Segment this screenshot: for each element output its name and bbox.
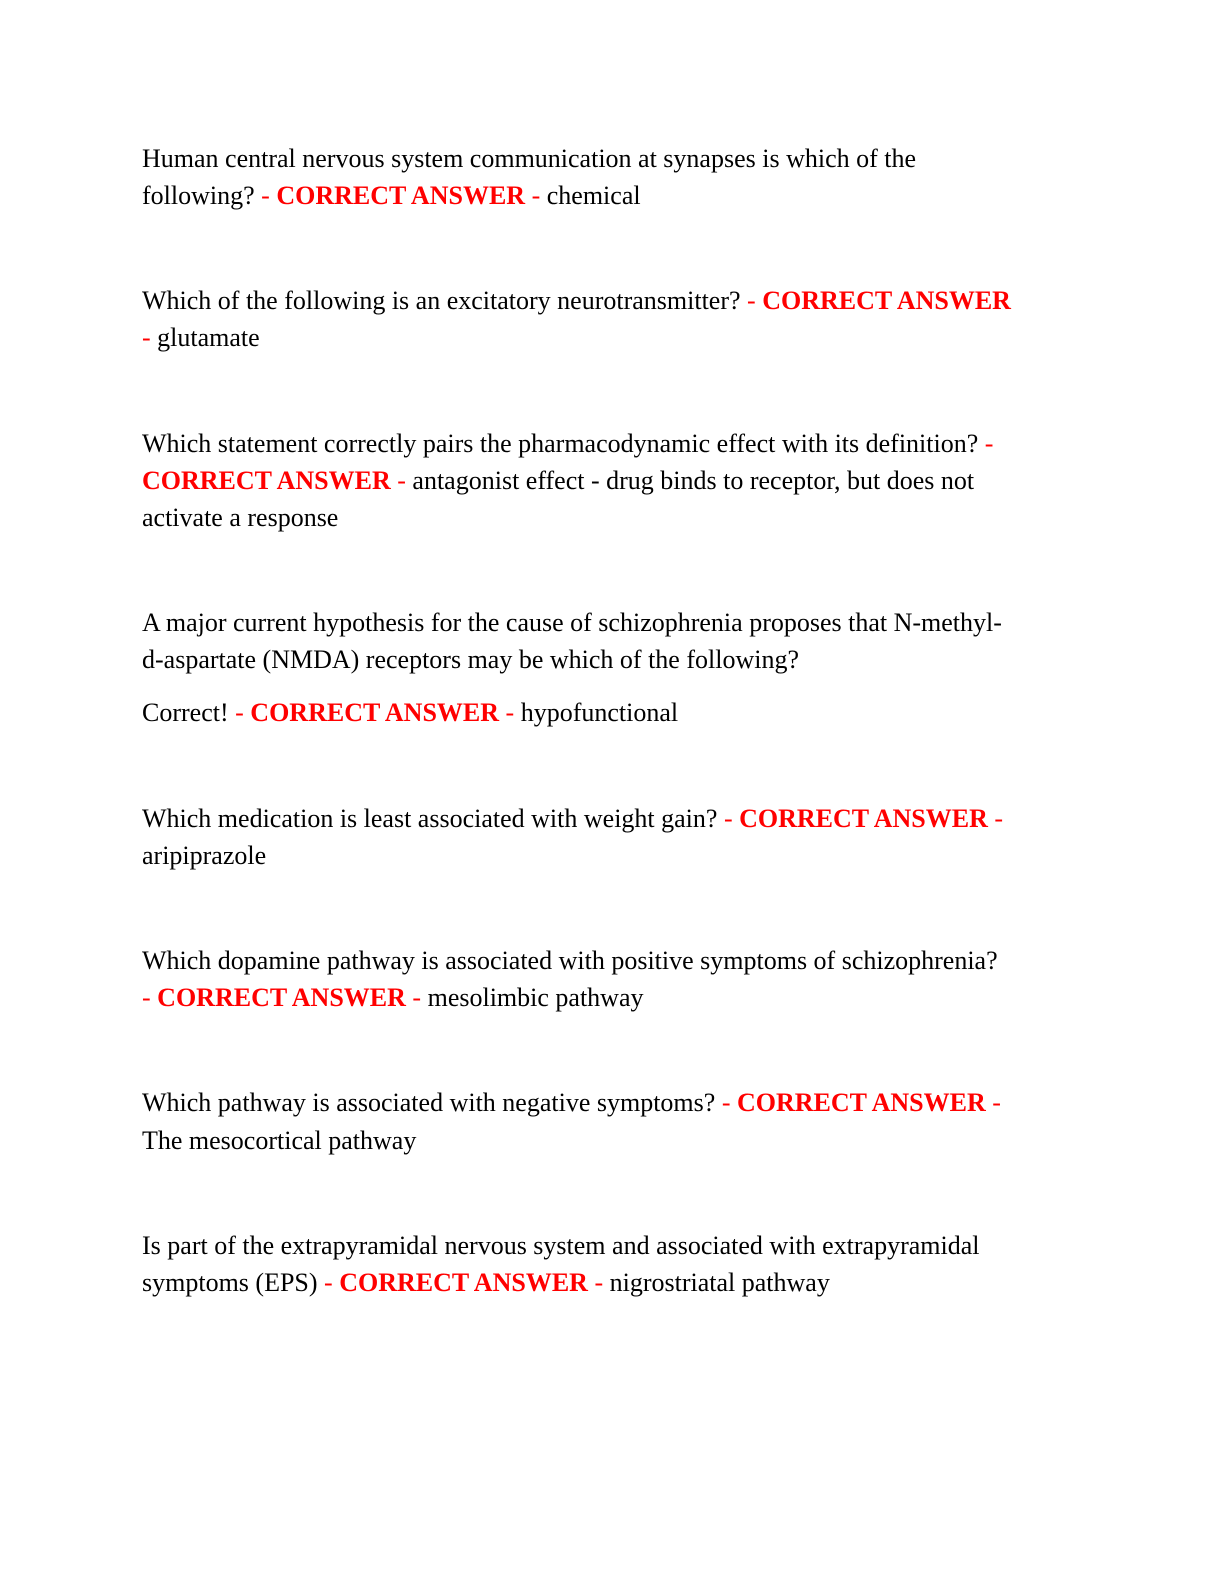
text-line	[142, 837, 266, 874]
text-segment: Human central nervous system communication at synapses is which of the	[142, 144, 917, 173]
text-line	[142, 694, 678, 731]
text-segment: hypofunctional	[520, 698, 679, 727]
text-line	[142, 604, 1002, 641]
separator-dash: -	[142, 983, 158, 1012]
text-line	[142, 319, 260, 356]
text-line	[142, 499, 338, 536]
separator-dash: -	[499, 698, 521, 727]
text-segment: glutamate	[157, 323, 260, 352]
separator-dash: -	[142, 323, 158, 352]
text-segment: Which statement correctly pairs the pharmacodynamic effect with its definition?	[142, 429, 985, 458]
separator-dash: -	[235, 698, 251, 727]
correct-answer-label: CORRECT ANSWER	[157, 983, 406, 1012]
correct-answer-label: CORRECT ANSWER	[736, 1088, 986, 1117]
separator-dash: -	[985, 1088, 1001, 1117]
correct-answer-label: CORRECT ANSWER	[142, 466, 391, 495]
text-line	[142, 800, 1003, 837]
text-line	[142, 1084, 1001, 1121]
text-line	[142, 177, 641, 214]
separator-dash: -	[390, 466, 413, 495]
text-segment: Which of the following is an excitatory neurotransmitter?	[142, 286, 748, 315]
separator-dash: -	[747, 286, 763, 315]
text-line	[142, 1264, 830, 1301]
text-line	[142, 1227, 980, 1264]
correct-answer-label: CORRECT ANSWER	[762, 286, 1011, 315]
text-segment: Which dopamine pathway is associated with positive symptoms of schizophrenia?	[142, 946, 998, 975]
text-segment: chemical	[546, 181, 641, 210]
correct-answer-label: CORRECT ANSWER	[339, 1268, 588, 1297]
correct-answer-label: CORRECT ANSWER	[739, 804, 988, 833]
text-segment: nigrostriatal pathway	[609, 1268, 830, 1297]
separator-dash: -	[525, 181, 547, 210]
text-line	[142, 641, 799, 678]
separator-dash: -	[721, 1088, 737, 1117]
text-line	[142, 942, 998, 979]
text-segment: aripiprazole	[142, 841, 267, 870]
text-segment: activate a response	[142, 503, 339, 532]
separator-dash: -	[405, 983, 428, 1012]
text-segment: The mesocortical pathway	[142, 1126, 417, 1155]
text-segment: Which pathway is associated with negative symptoms?	[142, 1088, 722, 1117]
text-segment: Which medication is least associated with weight gain?	[142, 804, 724, 833]
separator-dash: -	[987, 804, 1004, 833]
separator-dash: -	[723, 804, 740, 833]
separator-dash: -	[587, 1268, 610, 1297]
correct-answer-label: CORRECT ANSWER	[250, 698, 500, 727]
text-line	[142, 462, 974, 499]
text-line	[142, 140, 916, 177]
text-line	[142, 425, 993, 462]
text-segment: Is part of the extrapyramidal nervous system and associated with extrapyramidal	[142, 1231, 980, 1260]
text-segment: A major current hypothesis for the cause of schizophrenia proposes that N-methyl-	[142, 608, 1002, 637]
text-line	[142, 979, 644, 1016]
correct-answer-label: CORRECT ANSWER	[276, 181, 526, 210]
text-segment: mesolimbic pathway	[427, 983, 644, 1012]
text-segment: symptoms (EPS)	[142, 1268, 325, 1297]
separator-dash: -	[984, 429, 994, 458]
text-segment: d-aspartate (NMDA) receptors may be which of the following?	[142, 645, 799, 674]
text-segment: following?	[142, 181, 262, 210]
text-segment: Correct!	[142, 698, 236, 727]
separator-dash: -	[324, 1268, 340, 1297]
separator-dash: -	[261, 181, 277, 210]
text-line	[142, 282, 1011, 319]
text-line	[142, 1122, 416, 1159]
text-segment: antagonist effect - drug binds to receptor, but does not	[412, 466, 975, 495]
